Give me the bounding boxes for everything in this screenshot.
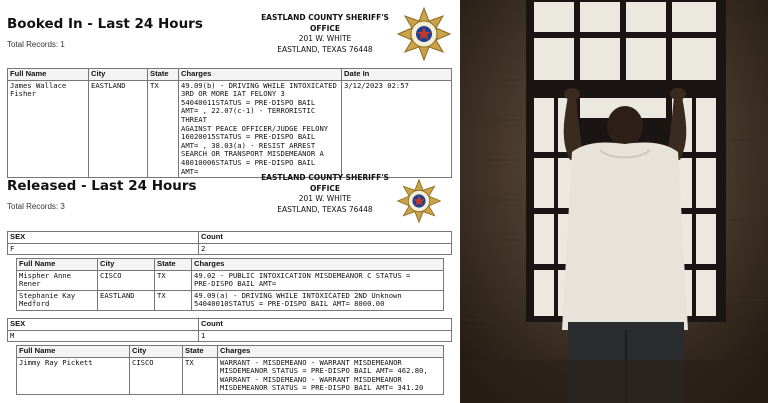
- cell-full-name: [8, 80, 89, 178]
- col-charges: Charges: [192, 259, 444, 271]
- col-charges: Charges: [218, 346, 444, 358]
- man-at-barred-window-illustration: [460, 0, 768, 403]
- booked-in-title: Booked In - Last 24 Hours: [7, 16, 203, 32]
- charge-line: PRE-DISPO BAIL AMT=: [194, 279, 277, 289]
- charge-line: MISDEMEANOR STATUS = PRE-DISPO BAIL AMT= 341.20: [220, 383, 424, 393]
- office-name-line1: EASTLAND COUNTY SHERIFF'S: [261, 13, 389, 22]
- col-charges: Charges: [179, 69, 342, 81]
- cell-city: EASTLAND: [98, 290, 155, 310]
- table-row: [17, 270, 444, 290]
- cell-count: 1: [199, 330, 452, 342]
- inner-header-row: [17, 259, 444, 271]
- charge-line: AMT=: [181, 166, 199, 176]
- charge-line: 48010006STATUS = PRE-DISPO BAIL: [181, 157, 316, 167]
- cell-full-name: [17, 270, 98, 290]
- cell-charges: [218, 357, 444, 394]
- booked-in-table: [7, 68, 452, 178]
- cell-charges: [192, 270, 444, 290]
- cell-full-name: Jimmy Ray Pickett: [17, 357, 130, 394]
- col-count: Count: [199, 319, 452, 331]
- col-full-name: Full Name: [17, 259, 98, 271]
- group-header-row: [8, 319, 452, 331]
- name-line: James Wallace: [10, 80, 67, 90]
- cell-charges: [192, 290, 444, 310]
- table-row: [8, 80, 452, 178]
- released-f-table: [16, 258, 444, 311]
- col-sex: SEX: [8, 232, 199, 244]
- cell-state: TX: [155, 270, 192, 290]
- released-m-table: [16, 345, 444, 395]
- cell-sex: F: [8, 243, 199, 255]
- col-sex: SEX: [8, 319, 199, 331]
- col-state: State: [155, 259, 192, 271]
- charge-line: AMT= , 22.07(c-1) - TERRORISTIC THREAT: [181, 106, 316, 124]
- office-street: 201 W. WHITE: [298, 34, 352, 43]
- sheriff-office-address: [255, 13, 395, 55]
- office-city: EASTLAND, TEXAS 76448: [277, 204, 373, 214]
- col-state: State: [148, 69, 179, 81]
- col-city: City: [130, 346, 183, 358]
- name-line: Rener: [19, 279, 41, 289]
- office-name-line1: EASTLAND COUNTY SHERIFF'S: [261, 173, 389, 182]
- group-value-row: [8, 243, 452, 255]
- charge-line: 3RD OR MORE IAT FELONY 3: [181, 89, 285, 99]
- charge-line: 49.02 - PUBLIC INTOXICATION MISDEMEANOR C STATUS =: [194, 270, 411, 280]
- table-row: [17, 290, 444, 310]
- col-state: State: [183, 346, 218, 358]
- col-full-name: Full Name: [17, 346, 130, 358]
- cell-charges: [179, 80, 342, 178]
- booked-in-total: Total Records: 1: [7, 40, 65, 49]
- charge-line: 49.09(b) - DRIVING WHILE INTOXICATED: [181, 80, 337, 90]
- charge-line: WARRANT - MISDEMEANO - WARRANT MISDEMEANOR: [220, 357, 402, 367]
- cell-full-name: [17, 290, 98, 310]
- name-line: Mispher Anne: [19, 270, 71, 280]
- cell-state: TX: [148, 80, 179, 178]
- charge-line: 54040011STATUS = PRE-DISPO BAIL: [181, 97, 316, 107]
- sheriff-office-address-2: [255, 173, 395, 215]
- name-line: Fisher: [10, 89, 36, 99]
- cell-city: EASTLAND: [89, 80, 148, 178]
- cell-state: TX: [155, 290, 192, 310]
- name-line: Stephanie Kay: [19, 290, 76, 300]
- group-header-row: [8, 232, 452, 244]
- charge-line: SEARCH OR TRANSPORT MISDEMEANOR A: [181, 149, 324, 159]
- released-group-table-f: [7, 231, 452, 255]
- released-total: Total Records: 3: [7, 202, 65, 211]
- charge-line: AGAINST PEACE OFFICER/JUDGE FELONY: [181, 123, 329, 133]
- cell-count: 2: [199, 243, 452, 255]
- col-city: City: [98, 259, 155, 271]
- charge-line: 54040010STATUS = PRE-DISPO BAIL AMT= 8000.00: [194, 299, 385, 309]
- group-value-row: [8, 330, 452, 342]
- office-city: EASTLAND, TEXAS 76448: [277, 44, 373, 54]
- released-title: Released - Last 24 Hours: [7, 178, 197, 194]
- charge-line: WARRANT - MISDEMEANO - WARRANT MISDEMEANOR: [220, 374, 402, 384]
- charge-line: 16020015STATUS = PRE-DISPO BAIL: [181, 132, 316, 142]
- col-full-name: Full Name: [8, 69, 89, 81]
- office-name-line2: OFFICE: [309, 183, 341, 193]
- cell-city: CISCO: [98, 270, 155, 290]
- cell-date-in: 3/12/2023 02:57: [342, 80, 452, 178]
- col-date-in: Date In: [342, 69, 452, 81]
- charge-line: AMT= , 38.03(a) - RESIST ARREST: [181, 140, 316, 150]
- cell-state: TX: [183, 357, 218, 394]
- cell-sex: M: [8, 330, 199, 342]
- cell-city: CISCO: [130, 357, 183, 394]
- office-street: 201 W. WHITE: [298, 194, 352, 203]
- booked-header-row: [8, 69, 452, 81]
- sheriff-star-badge-icon: [396, 6, 452, 62]
- table-row: [17, 357, 444, 394]
- sheriff-star-badge-icon: [396, 178, 442, 224]
- office-name-line2: OFFICE: [309, 23, 341, 33]
- col-city: City: [89, 69, 148, 81]
- col-count: Count: [199, 232, 452, 244]
- inner-header-row: [17, 346, 444, 358]
- charge-line: MISDEMEANOR STATUS = PRE-DISPO BAIL AMT= 462.80,: [220, 366, 428, 376]
- released-group-table-m: [7, 318, 452, 342]
- name-line: Medford: [19, 299, 50, 309]
- jail-window-photo: [460, 0, 768, 403]
- charge-line: 49.09(a) - DRIVING WHILE INTOXICATED 2ND Unknown: [194, 290, 402, 300]
